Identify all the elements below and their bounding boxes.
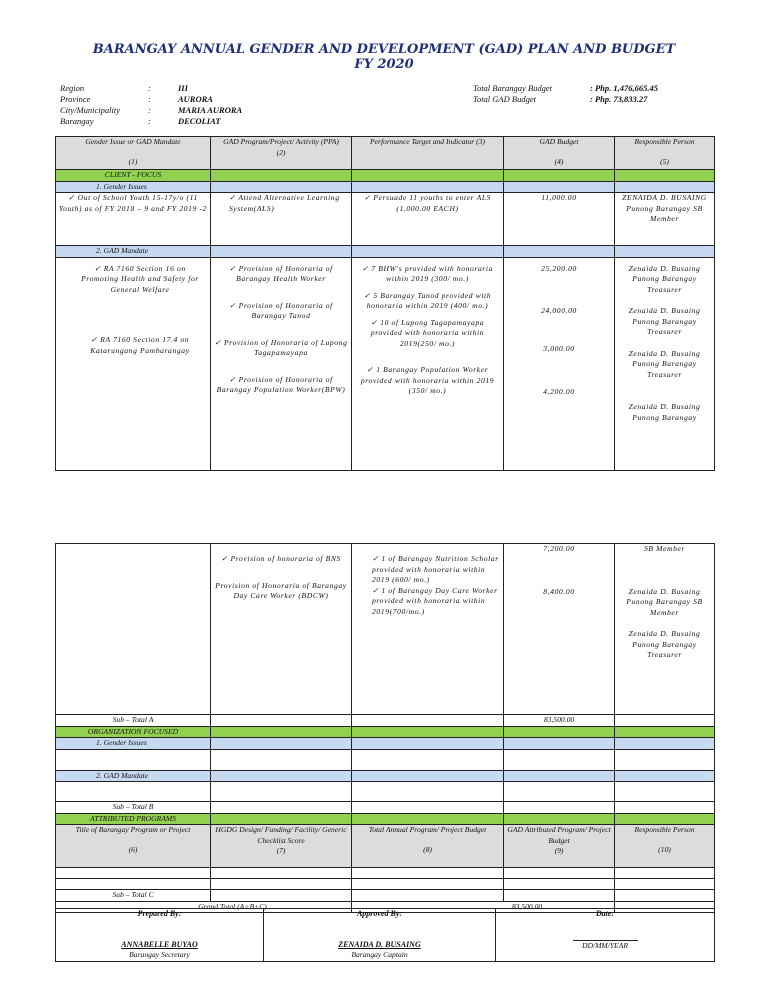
barangay-value: DECOLIAT	[178, 116, 221, 126]
gad-plan-table-page2	[55, 543, 715, 913]
mandate-ra7160-sec17: ✓ RA 7160 Section 17.4 on Katarungang Pambarangay	[90, 335, 190, 355]
person-bpw: Zenaida D. Busaing Punong Barangay	[628, 402, 701, 422]
header-gender-issue: Gender Issue or GAD Mandate (1)	[56, 137, 211, 170]
date-cell	[496, 909, 715, 962]
city-label: City/Municipality	[60, 105, 120, 115]
ppa-lupon: ✓ Provision of Honoraria of Lupong Tagapamayapa	[214, 337, 348, 357]
ppa-cell	[211, 257, 352, 470]
subtotal-b-row	[56, 802, 715, 814]
table-row	[56, 868, 715, 879]
signature-row	[56, 909, 715, 962]
header-gad-attributed: GAD Attributed Program/ Project Budget (9)	[504, 825, 615, 868]
table-row	[56, 879, 715, 890]
ppa-als: ✓ Attend Alternative Learning System(ALS)	[211, 193, 352, 246]
prepared-title: Barangay Secretary	[129, 950, 190, 959]
budget-bpw: 4,200.00	[543, 387, 575, 396]
ppa-cell-p2	[211, 544, 352, 715]
budget-cell-p2	[504, 544, 615, 715]
table-row	[56, 749, 715, 770]
document-title: BARANGAY ANNUAL GENDER AND DEVELOPMENT (GAD) PLAN AND BUDGET	[92, 42, 676, 57]
target-bpw: ✓ 1 Barangay Population Worker provided with honoraria within 2019 (350/ mo.)	[360, 365, 495, 395]
person-cell-p2	[615, 544, 715, 715]
region-value: III	[178, 83, 188, 93]
person-cell	[615, 257, 715, 470]
budget-bhw: 25,200.00	[541, 263, 577, 273]
mandate-ra7160-sec16: ✓ RA 7160 Section 16 on Promoting Health and Safety for General Welfare	[81, 263, 199, 294]
target-lupon: ✓ 10 of Lupong Tagapamayapa provided with honoraria within 2019(250/ mo.)	[370, 317, 485, 348]
org-focused-label: ORGANIZATION FOCUSED	[56, 726, 211, 738]
barangay-label: Barangay	[60, 116, 94, 126]
table-row	[56, 782, 715, 802]
colon: :	[148, 105, 151, 115]
gender-issues-row-p2	[56, 738, 715, 750]
info-values	[178, 83, 298, 127]
gender-issues-label-p2: 1. Gender Issues	[56, 738, 211, 750]
gad-budget-label: Total GAD Budget	[473, 94, 536, 104]
gender-issues-label: 1. Gender Issues	[56, 181, 211, 193]
attributed-label: ATTRIBUTED PROGRAMS	[56, 813, 211, 825]
target-als: ✓ Persuade 11 youths to enter ALS (1,000.00 EACH)	[352, 193, 504, 246]
budget-bns: 7,200.00	[543, 544, 575, 553]
person-bhw: Zenaida D. Busaing Punong Barangay Treasurer	[628, 263, 701, 294]
approved-by-label: Approved By:	[356, 909, 403, 918]
target-bdcw: ✓ 1 of Barangay Day Care Worker provided with honoraria within 2019(700/mo.)	[372, 585, 498, 616]
colon: :	[148, 83, 151, 93]
approved-by-cell	[264, 909, 496, 962]
gender-issues-row	[56, 181, 715, 193]
gad-mandate-row-p2	[56, 770, 715, 782]
header-ppa: GAD Program/Project/ Activity (PPA) (2)	[211, 137, 352, 170]
header-title-program: Title of Barangay Program or Project (6)	[56, 825, 211, 868]
subtotal-a-row	[56, 715, 715, 727]
person-treasurer: Zenaida D. Busaing Punong Barangay Treasurer	[628, 629, 701, 659]
info-labels	[60, 83, 150, 127]
colon: :	[148, 94, 151, 104]
target-bhw: ✓ 7 BHW's provided with honoraria within 2019 (300/ mo.)	[361, 263, 494, 283]
total-budget-label: Total Barangay Budget	[473, 83, 553, 93]
prepared-name: ANNABELLE BUYAO	[121, 939, 198, 949]
region-label: Region	[60, 83, 85, 93]
date-format: DD/MM/YEAR	[582, 940, 628, 950]
prepared-by-label: Prepared By:	[137, 909, 182, 918]
target-cell	[352, 257, 504, 470]
client-focus-label: CLIENT - FOCUS	[56, 170, 211, 182]
gad-mandate-label: 2. GAD Mandate	[56, 246, 211, 258]
attributed-row	[56, 813, 715, 825]
budget-cell	[504, 257, 615, 470]
attributed-header-row	[56, 825, 715, 868]
person-tanod: Zenaida D. Busaing Punong Barangay Treasurer	[628, 306, 701, 336]
target-tanod: ✓ 5 Barangay Tanod provided with honoraria within 2019 (400/ mo.)	[363, 290, 492, 310]
ppa-bpw: ✓ Provision of Honoraria of Barangay Population Worker(BPW)	[216, 374, 346, 394]
header-responsible: Responsible Person (5)	[615, 137, 715, 170]
budget-als: 11,000.00	[504, 193, 615, 246]
subtotal-a-label: Sub – Total A	[56, 715, 211, 727]
ppa-bns: ✓ Provision of honoraria of BNS	[221, 554, 341, 563]
signature-table	[55, 908, 715, 962]
info-colons	[148, 83, 168, 127]
gad-plan-table-page1	[55, 136, 715, 471]
colon: :	[148, 116, 151, 126]
ppa-bdcw: Provision of Honoraria of Barangay Day Care Worker (BDCW)	[215, 580, 347, 600]
header-gad-budget: GAD Budget (4)	[504, 137, 615, 170]
org-focused-row	[56, 726, 715, 738]
issue-out-of-school-youth: ✓ Out of School Youth 15-17y/o (11 Youth) as of FY 2018 – 9 and FY 2019 -2	[56, 193, 211, 246]
gad-mandate-row	[56, 246, 715, 258]
target-cell-p2	[352, 544, 504, 715]
document-year: FY 2020	[354, 57, 414, 72]
person-bns: SB Member	[643, 544, 686, 553]
budget-tanod: 24,000.00	[541, 306, 577, 315]
client-focus-row	[56, 170, 715, 182]
table-row	[56, 193, 715, 246]
total-budget-value: : Php. 1,476,665.45	[590, 83, 658, 93]
approved-title: Barangay Captain	[351, 950, 408, 959]
header-hgdg: HGDG Design/ Funding/ Facility/ Generic Checklist Score (7)	[211, 825, 352, 868]
table-row	[56, 544, 715, 715]
person-lupon: Zenaida D. Busaing Punong Barangay Treasurer	[628, 348, 701, 379]
person-als: ZENAIDA D. BUSAING Punong Barangay SB Member	[615, 193, 715, 246]
subtotal-c-label: Sub – Total C	[56, 890, 211, 902]
subtotal-c-row	[56, 890, 715, 902]
header-total-annual: Total Annual Program/ Project Budget (8)	[352, 825, 504, 868]
table-row	[56, 257, 715, 470]
grand-total-value: 83,500.00	[352, 901, 615, 913]
ppa-bhw: ✓ Provision of Honoraria of Barangay Health Worker	[229, 263, 333, 283]
city-value: MARIA AURORA	[178, 105, 243, 115]
target-bns: ✓ 1 of Barangay Nutrition Scholar provided with honoraria within 2019 (600/ mo.)	[372, 554, 499, 584]
header-responsible-p2: Responsible Person (10)	[615, 825, 715, 868]
grand-total-label: Grand Total (A+B+C)	[56, 901, 352, 913]
subtotal-a-value: 83,500.00	[504, 715, 615, 727]
table-header-row	[56, 137, 715, 170]
ppa-tanod: ✓ Provision of Honoraria of Barangay Tanod	[229, 300, 333, 320]
budget-labels	[473, 83, 593, 105]
mandate-issues-cell	[56, 257, 211, 470]
province-label: Province	[60, 94, 91, 104]
budget-bdcw: 8,400.00	[543, 586, 575, 596]
gad-budget-value: : Php. 73,833.27	[590, 94, 648, 104]
budget-values	[590, 83, 710, 105]
person-bdcw: Zenaida D. Busaing Punong Barangay SB Member	[626, 586, 703, 617]
header-target: Performance Target and Indicator (3)	[352, 137, 504, 170]
approved-name: ZENAIDA D. BUSAING	[338, 939, 421, 949]
date-label: Date:	[595, 909, 615, 918]
province-value: AURORA	[178, 94, 213, 104]
gad-mandate-label-p2: 2. GAD Mandate	[56, 770, 211, 782]
budget-lupon: 3,000.00	[543, 343, 575, 353]
subtotal-b-label: Sub – Total B	[56, 802, 211, 814]
prepared-by-cell	[56, 909, 264, 962]
